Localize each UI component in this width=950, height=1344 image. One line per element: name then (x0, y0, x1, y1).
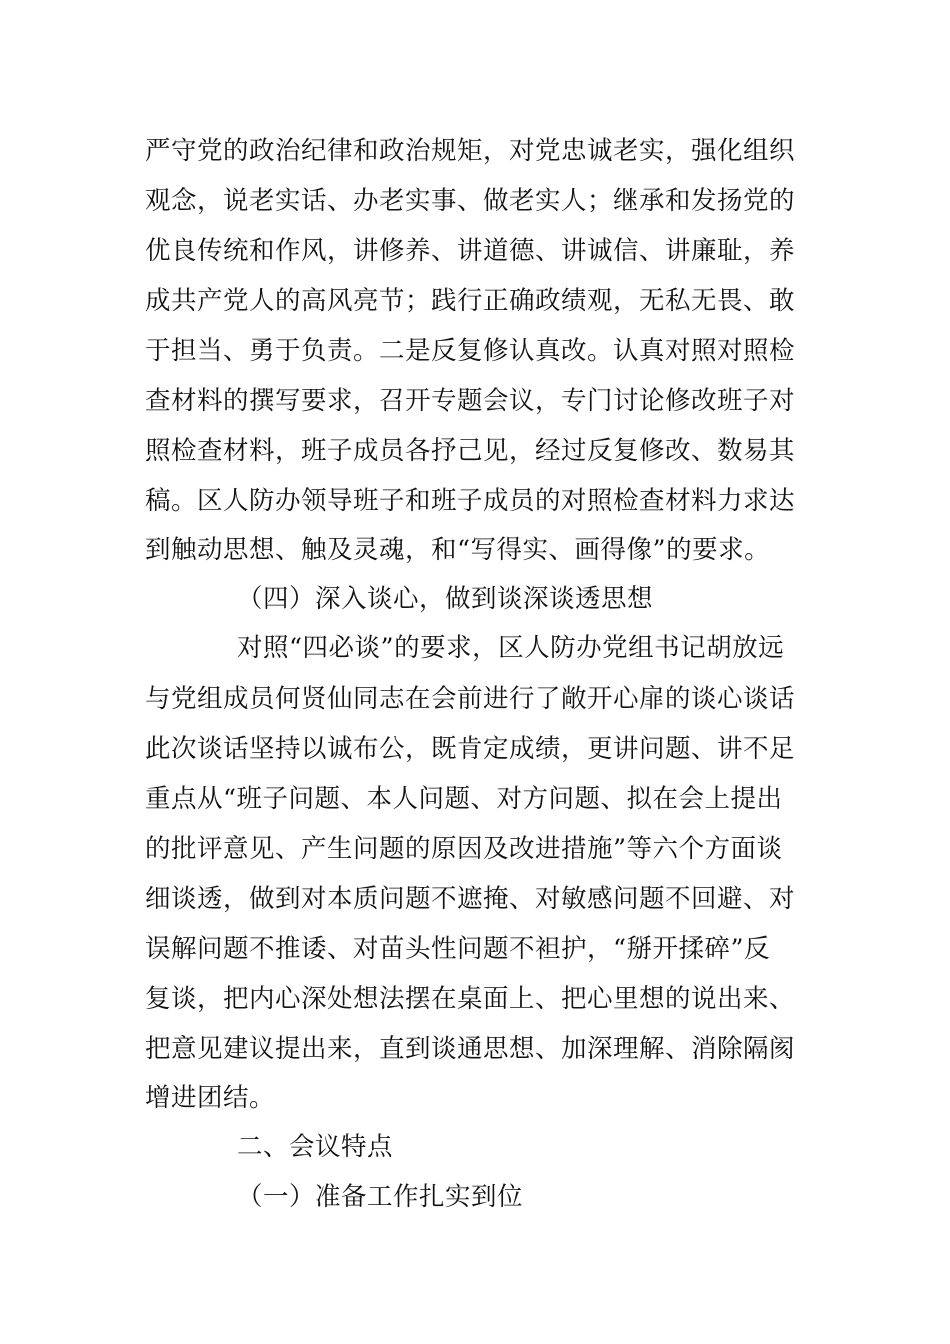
text-line: 成共产党人的高风亮节；践行正确政绩观，无私无畏、敢 (145, 286, 796, 316)
text-line: 复谈，把内心深处想法摆在桌面上、把心里想的说出来、 (145, 984, 796, 1014)
text-line: 的批评意见、产生问题的原因及改进措施”等六个方面谈 (145, 834, 783, 864)
text-line: 观念，说老实话、办老实事、做老实人；继承和发扬党的 (145, 186, 796, 216)
text-line: 于担当、勇于负责。二是反复修认真改。认真对照对照检 (145, 336, 796, 366)
subsection-heading: （一）准备工作扎实到位 (237, 1182, 524, 1212)
text-line: 优良传统和作风，讲修养、讲道德、讲诚信、讲廉耻，养 (145, 236, 796, 266)
section-title: 二、会议特点 (237, 1132, 394, 1162)
text-line: 把意见建议提出来，直到谈通思想、加深理解、消除隔阂 (145, 1034, 796, 1064)
text-line: 严守党的政治纪律和政治规矩，对党忠诚老实，强化组织 (145, 136, 796, 166)
text-line: 误解问题不推诿、对苗头性问题不袒护，“掰开揉碎”反 (145, 934, 771, 964)
text-line: 重点从“班子问题、本人问题、对方问题、拟在会上提出 (145, 784, 783, 814)
text-line: 此次谈话坚持以诚布公，既肯定成绩，更讲问题、讲不足 (145, 734, 796, 764)
paragraph-first-line: 对照“四必谈”的要求，区人防办党组书记胡放远 (237, 633, 785, 663)
text-line: 与党组成员何贤仙同志在会前进行了敞开心扉的谈心谈话 (145, 684, 796, 714)
text-line: 稿。区人防办领导班子和班子成员的对照检查材料力求达 (145, 486, 796, 516)
text-line: 增进团结。 (145, 1083, 276, 1113)
text-line: 查材料的撰写要求，召开专题会议，专门讨论修改班子对 (145, 386, 796, 416)
text-line: 细谈透，做到对本质问题不遮掩、对敏感问题不回避、对 (145, 884, 796, 914)
section-heading: （四）深入谈心，做到谈深谈透思想 (237, 584, 654, 614)
text-line: 照检查材料，班子成员各抒己见，经过反复修改、数易其 (145, 436, 796, 466)
text-line: 到触动思想、触及灵魂，和“写得实、画得像”的要求。 (145, 535, 771, 565)
